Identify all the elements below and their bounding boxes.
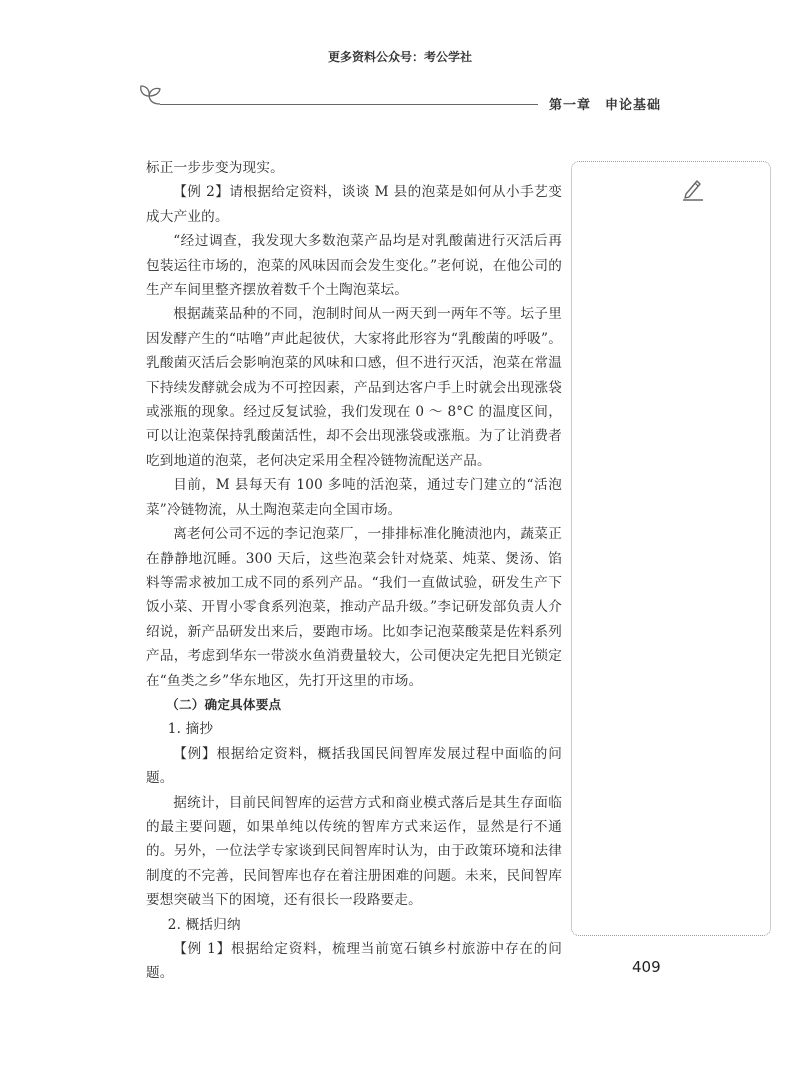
notes-box bbox=[571, 161, 771, 936]
subsection-heading: 1. 摘抄 bbox=[167, 721, 214, 738]
example-prompt: 【例】根据给定资料，概括我国民间智库发展过程中面临的问题。 bbox=[146, 745, 562, 787]
header-rule bbox=[160, 104, 538, 105]
example-prompt: 【例 1】根据给定资料，梳理当前宽石镇乡村旅游中存在的问题。 bbox=[146, 941, 562, 982]
paragraph: 离老何公司不远的李记泡菜厂，一排排标准化腌渍池内，蔬菜正在静静地沉睡。300 天后，这些泡菜会针对烧菜、炖菜、煲汤、馅料等需求被加工成不同的系列产品。“我们一直做试验，研发生产下饭小菜、开胃小零食系列泡菜，推动产品升级。”李记研发部负责人介绍说，新产品研发出来后，要跑市场。比如李记泡菜酸菜是佐料系列产品，考虑到华东一带淡水鱼消费量较大，公司便决定先把目光锁定在“鱼类之乡”华东地区，先打开这里的市场。 bbox=[146, 526, 562, 689]
page-number: 409 bbox=[632, 958, 661, 976]
body-text bbox=[146, 156, 562, 986]
paragraph: 根据蔬菜品种的不同，泡制时间从一两天到一两年不等。坛子里因发酵产生的“咕噜”声此起彼伏，大家将此形容为“乳酸菌的呼吸”。乳酸菌灭活后会影响泡菜的风味和口感，但不进行灭活，泡菜在常温下持续发酵就会成为不可控因素，产品到达客户手上时就会出现涨袋或涨瓶的现象。经过反复试验，我们发现在 0 ～ 8°C 的温度区间，可以让泡菜保持乳酸菌活性，却不会出现涨袋或涨瓶。为了让消费者吃到地道的泡菜，老何决定采用全程冷链物流配送产品。 bbox=[146, 306, 562, 469]
example-prompt: 【例 2】请根据给定资料，谈谈 M 县的泡菜是如何从小手艺变成大产业的。 bbox=[146, 184, 562, 225]
top-banner: 更多资料公众号：考公学社 bbox=[327, 50, 472, 64]
sprout-icon bbox=[138, 82, 164, 106]
subsection-heading: 2. 概括归纳 bbox=[167, 916, 241, 933]
pencil-icon bbox=[680, 176, 706, 202]
chapter-label: 第一章 bbox=[549, 98, 592, 113]
chapter-heading bbox=[549, 94, 661, 113]
paragraph: 标正一步步变为现实。 bbox=[146, 160, 284, 176]
paragraph: 目前，M 县每天有 100 多吨的活泡菜，通过专门建立的“活泡菜”冷链物流，从土陶泡菜走向全国市场。 bbox=[146, 477, 562, 518]
chapter-title: 申论基础 bbox=[605, 98, 662, 113]
paragraph: 据统计，目前民间智库的运营方式和商业模式落后是其生存面临的最主要问题，如果单纯以传统的智库方式来运作，显然是行不通的。另外，一位法学专家谈到民间智库时认为，由于政策环境和法律制度的不完善，民间智库也存在着注册困难的问题。未来，民间智库要想突破当下的困境，还有很长一段路要走。 bbox=[146, 794, 562, 909]
paragraph: “经过调查，我发现大多数泡菜产品均是对乳酸菌进行灭活后再包装运往市场的，泡菜的风味因而会发生变化。”老何说，在他公司的生产车间里整齐摆放着数千个土陶泡菜坛。 bbox=[146, 233, 562, 299]
section-heading: （二）确定具体要点 bbox=[166, 696, 282, 712]
